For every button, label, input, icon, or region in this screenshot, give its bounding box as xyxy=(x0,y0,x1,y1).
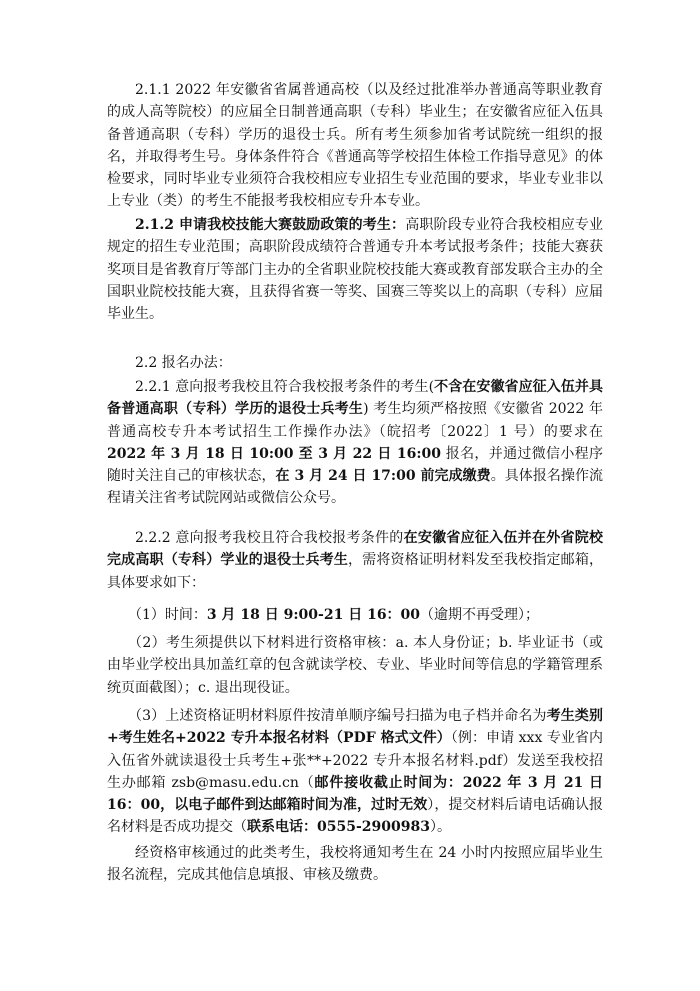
veteran-candidates: 在安徽省应征入伍并在外省院校完成高职（专科）学业的退役士兵考生 xyxy=(107,530,603,569)
item-2-materials: （2）考生须提供以下材料进行资格审核：a. 本人身份证；b. 毕业证书（或由毕业学校出具加盖红章的包含就读学校、专业、毕业时间等信息的学籍管理系统页面截图）；c. 退出现役证。 xyxy=(107,635,603,696)
section-2-1-2-heading: 2.1.2 申请我校技能大赛鼓励政策的考生： xyxy=(135,217,406,233)
file-naming-rule: 考生类别+考生姓名+2022 专升本报名材料（PDF 格式文件） xyxy=(107,708,604,747)
section-2-2-2: 2.2.2 意向报考我校且符合我校报考条件的在安徽省应征入伍并在外省院校完成高职（专科）学业的退役士兵考生，需将资格证明材料发至我校指定邮箱，具体要求如下： xyxy=(107,530,603,591)
payment-deadline: 在 3 月 24 日 17:00 前完成缴费 xyxy=(275,468,491,485)
section-2-1-1 xyxy=(107,79,603,213)
section-2-2-heading: 2.2 报名办法： xyxy=(135,355,232,371)
submission-window: 3 月 18 日 9:00-21 日 16：00 xyxy=(206,607,421,623)
contact-phone: 联系电话：0555-2900983 xyxy=(247,819,430,836)
section-2-2-1: 2.2.1 意向报考我校且符合我校报考条件的考生(不含在安徽省应征入伍并具备普通高职（专科）学历的退役士兵考生) 考生均须严格按照《安徽省 2022 年普通高校专升本考试招生工作操作办法》（皖招考〔2022〕1 号）的要求在 2022 年 3 月 18 日 10:00 至 3 月 22 日 16:00 报名，并通过微信小程序随时关注自己的审核状态，在 3 月 24 日 17:00 前完成缴费。具体报名操作流程请关注省考试院网站或微信公众号。 xyxy=(107,379,604,507)
section-2-1-2-text: 高职阶段专业符合我校相应专业规定的招生专业范围；高职阶段成绩符合普通专升本考试报考条件；技能大赛获奖项目是省教育厅等部门主办的全省职业院校技能大赛或教育部发联合主办的全国职业院校技能大赛，且获得省赛一等奖、国赛三等奖以上的高职（专科）应届毕业生。 xyxy=(107,217,603,323)
closing-note: 经资格审核通过的此类考生，我校将通知考生在 24 小时内按照应届毕业生报名流程，完成其他信息填报、审核及缴费。 xyxy=(107,845,603,884)
section-2-1-2 xyxy=(107,214,603,325)
item-1-time: （1）时间：3 月 18 日 9:00-21 日 16：00（逾期不再受理）； xyxy=(128,607,540,623)
section-2-1-1-text: 2.1.1 2022 年安徽省省属普通高校（以及经过批准举办普通高等职业教育的成人高等院校）的应届全日制普通高职（专科）毕业生；在安徽省应征入伍具备普通高职（专科）学历的退役士兵。所有考生须参加省考试院统一组织的报名，并取得考生号。身体条件符合《普通高等学校招生体检工作指导意见》的体检要求，同时毕业专业须符合我校相应专业招生专业范围的要求，毕业专业非以上专业（类）的考生不能报考我校相应专升本专业。 xyxy=(107,82,603,210)
item-3-submission: （3）上述资格证明材料原件按清单顺序编号扫描为电子档并命名为考生类别+考生姓名+2022 专升本报名材料（PDF 格式文件）（例：申请 xxx 专业省内入伍省外就读退役士兵考生+张**+2022 专升本报名材料.pdf）发送至我校招生办邮箱 zsb@masu.edu.cn（邮件接收截止时间为：2022 年 3 月 21 日 16：00，以电子邮件到达邮箱时间为准，过时无效），提交材料后请电话确认报名材料是否成功提交（联系电话：0555-2900983）。 xyxy=(107,708,604,836)
email-deadline: 邮件接收截止时间为：2022 年 3 月 21 日 16：00，以电子邮件到达邮箱时间为准，过时无效 xyxy=(107,774,603,814)
registration-period: 2022 年 3 月 18 日 10:00 至 3 月 22 日 16:00 xyxy=(107,445,441,462)
exclusion-note: 不含在安徽省应征入伍并具备普通高职（专科）学历的退役士兵考生 xyxy=(107,379,603,418)
